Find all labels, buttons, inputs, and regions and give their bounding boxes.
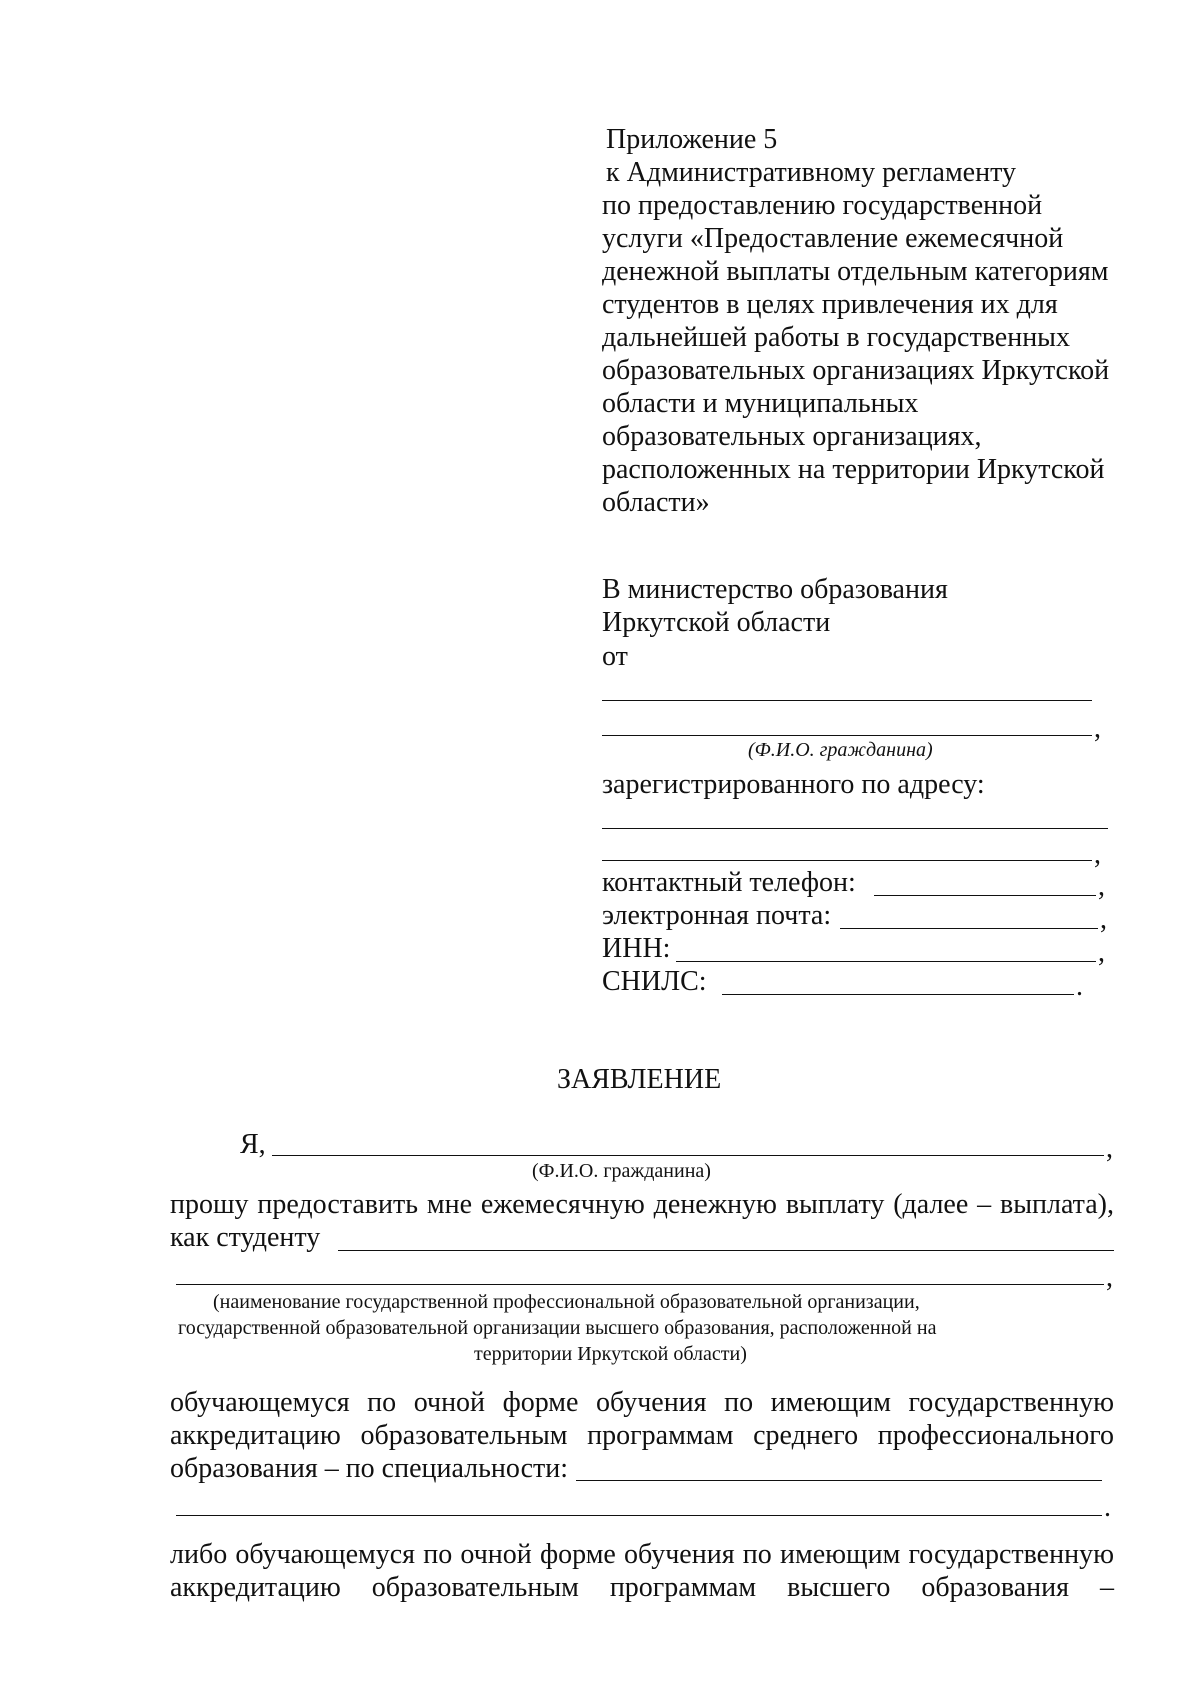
comma: , (1098, 871, 1105, 902)
request-line-1: прошу предоставить мне ежемесячную денежную выплату (далее – выплата), (170, 1189, 1114, 1220)
appendix-line: области и муниципальных (602, 388, 919, 419)
address-blank-line-2[interactable] (602, 860, 1092, 861)
snils-field[interactable] (722, 994, 1074, 995)
from-label: от (602, 641, 628, 672)
address-blank-line-1[interactable] (602, 828, 1108, 829)
appendix-line: услуги «Предоставление ежемесячной (602, 223, 1064, 254)
appendix-title: Приложение 5 (606, 124, 778, 155)
specialty-field-1[interactable] (576, 1480, 1102, 1481)
appendix-line: образовательных организациях Иркутской (602, 355, 1110, 386)
addressee-region: Иркутской области (602, 607, 831, 638)
comma: , (1100, 904, 1107, 935)
vo-line-1: либо обучающемуся по очной форме обучения по имеющим государственную (170, 1539, 1114, 1570)
fio-caption: (Ф.И.О. гражданина) (748, 739, 933, 761)
statement-title: ЗАЯВЛЕНИЕ (557, 1064, 722, 1095)
appendix-line: по предоставлению государственной (602, 190, 1043, 221)
registered-address-label: зарегистрированного по адресу: (602, 769, 985, 800)
phone-field[interactable] (874, 895, 1096, 896)
period: . (1104, 1492, 1111, 1523)
organization-field-1[interactable] (338, 1250, 1114, 1251)
spo-line-1: обучающемуся по очной форме обучения по имеющим государственную (170, 1387, 1114, 1418)
comma: , (1094, 839, 1101, 870)
appendix-line: денежной выплаты отдельным категориям (602, 256, 1109, 287)
applicant-fio-field[interactable] (272, 1155, 1104, 1156)
addressee-ministry: В министерство образования (602, 574, 948, 605)
organization-caption-1: (наименование государственной профессиональной образовательной организации, (213, 1291, 920, 1313)
organization-caption-2: государственной образовательной организации высшего образования, расположенной на (178, 1317, 937, 1339)
snils-label: СНИЛС: (602, 966, 707, 997)
specialty-field-2[interactable] (176, 1515, 1102, 1516)
spo-line-3: образования – по специальности: (170, 1453, 569, 1484)
appendix-line: области» (602, 487, 710, 518)
email-label: электронная почта: (602, 900, 832, 931)
appendix-line: студентов в целях привлечения их для (602, 289, 1058, 320)
request-line-2: как студенту (170, 1222, 321, 1253)
applicant-fio-caption: (Ф.И.О. гражданина) (532, 1160, 711, 1182)
spo-line-2: аккредитацию образовательным программам среднего профессионального (170, 1420, 1114, 1451)
organization-caption-3: территории Иркутской области) (474, 1343, 747, 1365)
email-field[interactable] (840, 928, 1098, 929)
fio-blank-line-1[interactable] (602, 700, 1092, 701)
vo-line-2: аккредитацию образовательным программам высшего образования – (170, 1572, 1114, 1603)
appendix-line: к Административному регламенту (606, 157, 1016, 188)
fio-blank-line-2[interactable] (602, 735, 1092, 736)
comma: , (1094, 713, 1101, 744)
appendix-line: образовательных организациях, (602, 421, 982, 452)
comma: , (1106, 1262, 1113, 1293)
period: . (1076, 971, 1083, 1002)
appendix-line: расположенных на территории Иркутской (602, 454, 1105, 485)
comma: , (1098, 937, 1105, 968)
organization-field-2[interactable] (176, 1284, 1104, 1285)
inn-field[interactable] (676, 961, 1096, 962)
inn-label: ИНН: (602, 933, 671, 964)
comma: , (1106, 1133, 1113, 1164)
phone-label: контактный телефон: (602, 867, 856, 898)
appendix-line: дальнейшей работы в государственных (602, 322, 1070, 353)
i-label: Я, (240, 1129, 266, 1160)
